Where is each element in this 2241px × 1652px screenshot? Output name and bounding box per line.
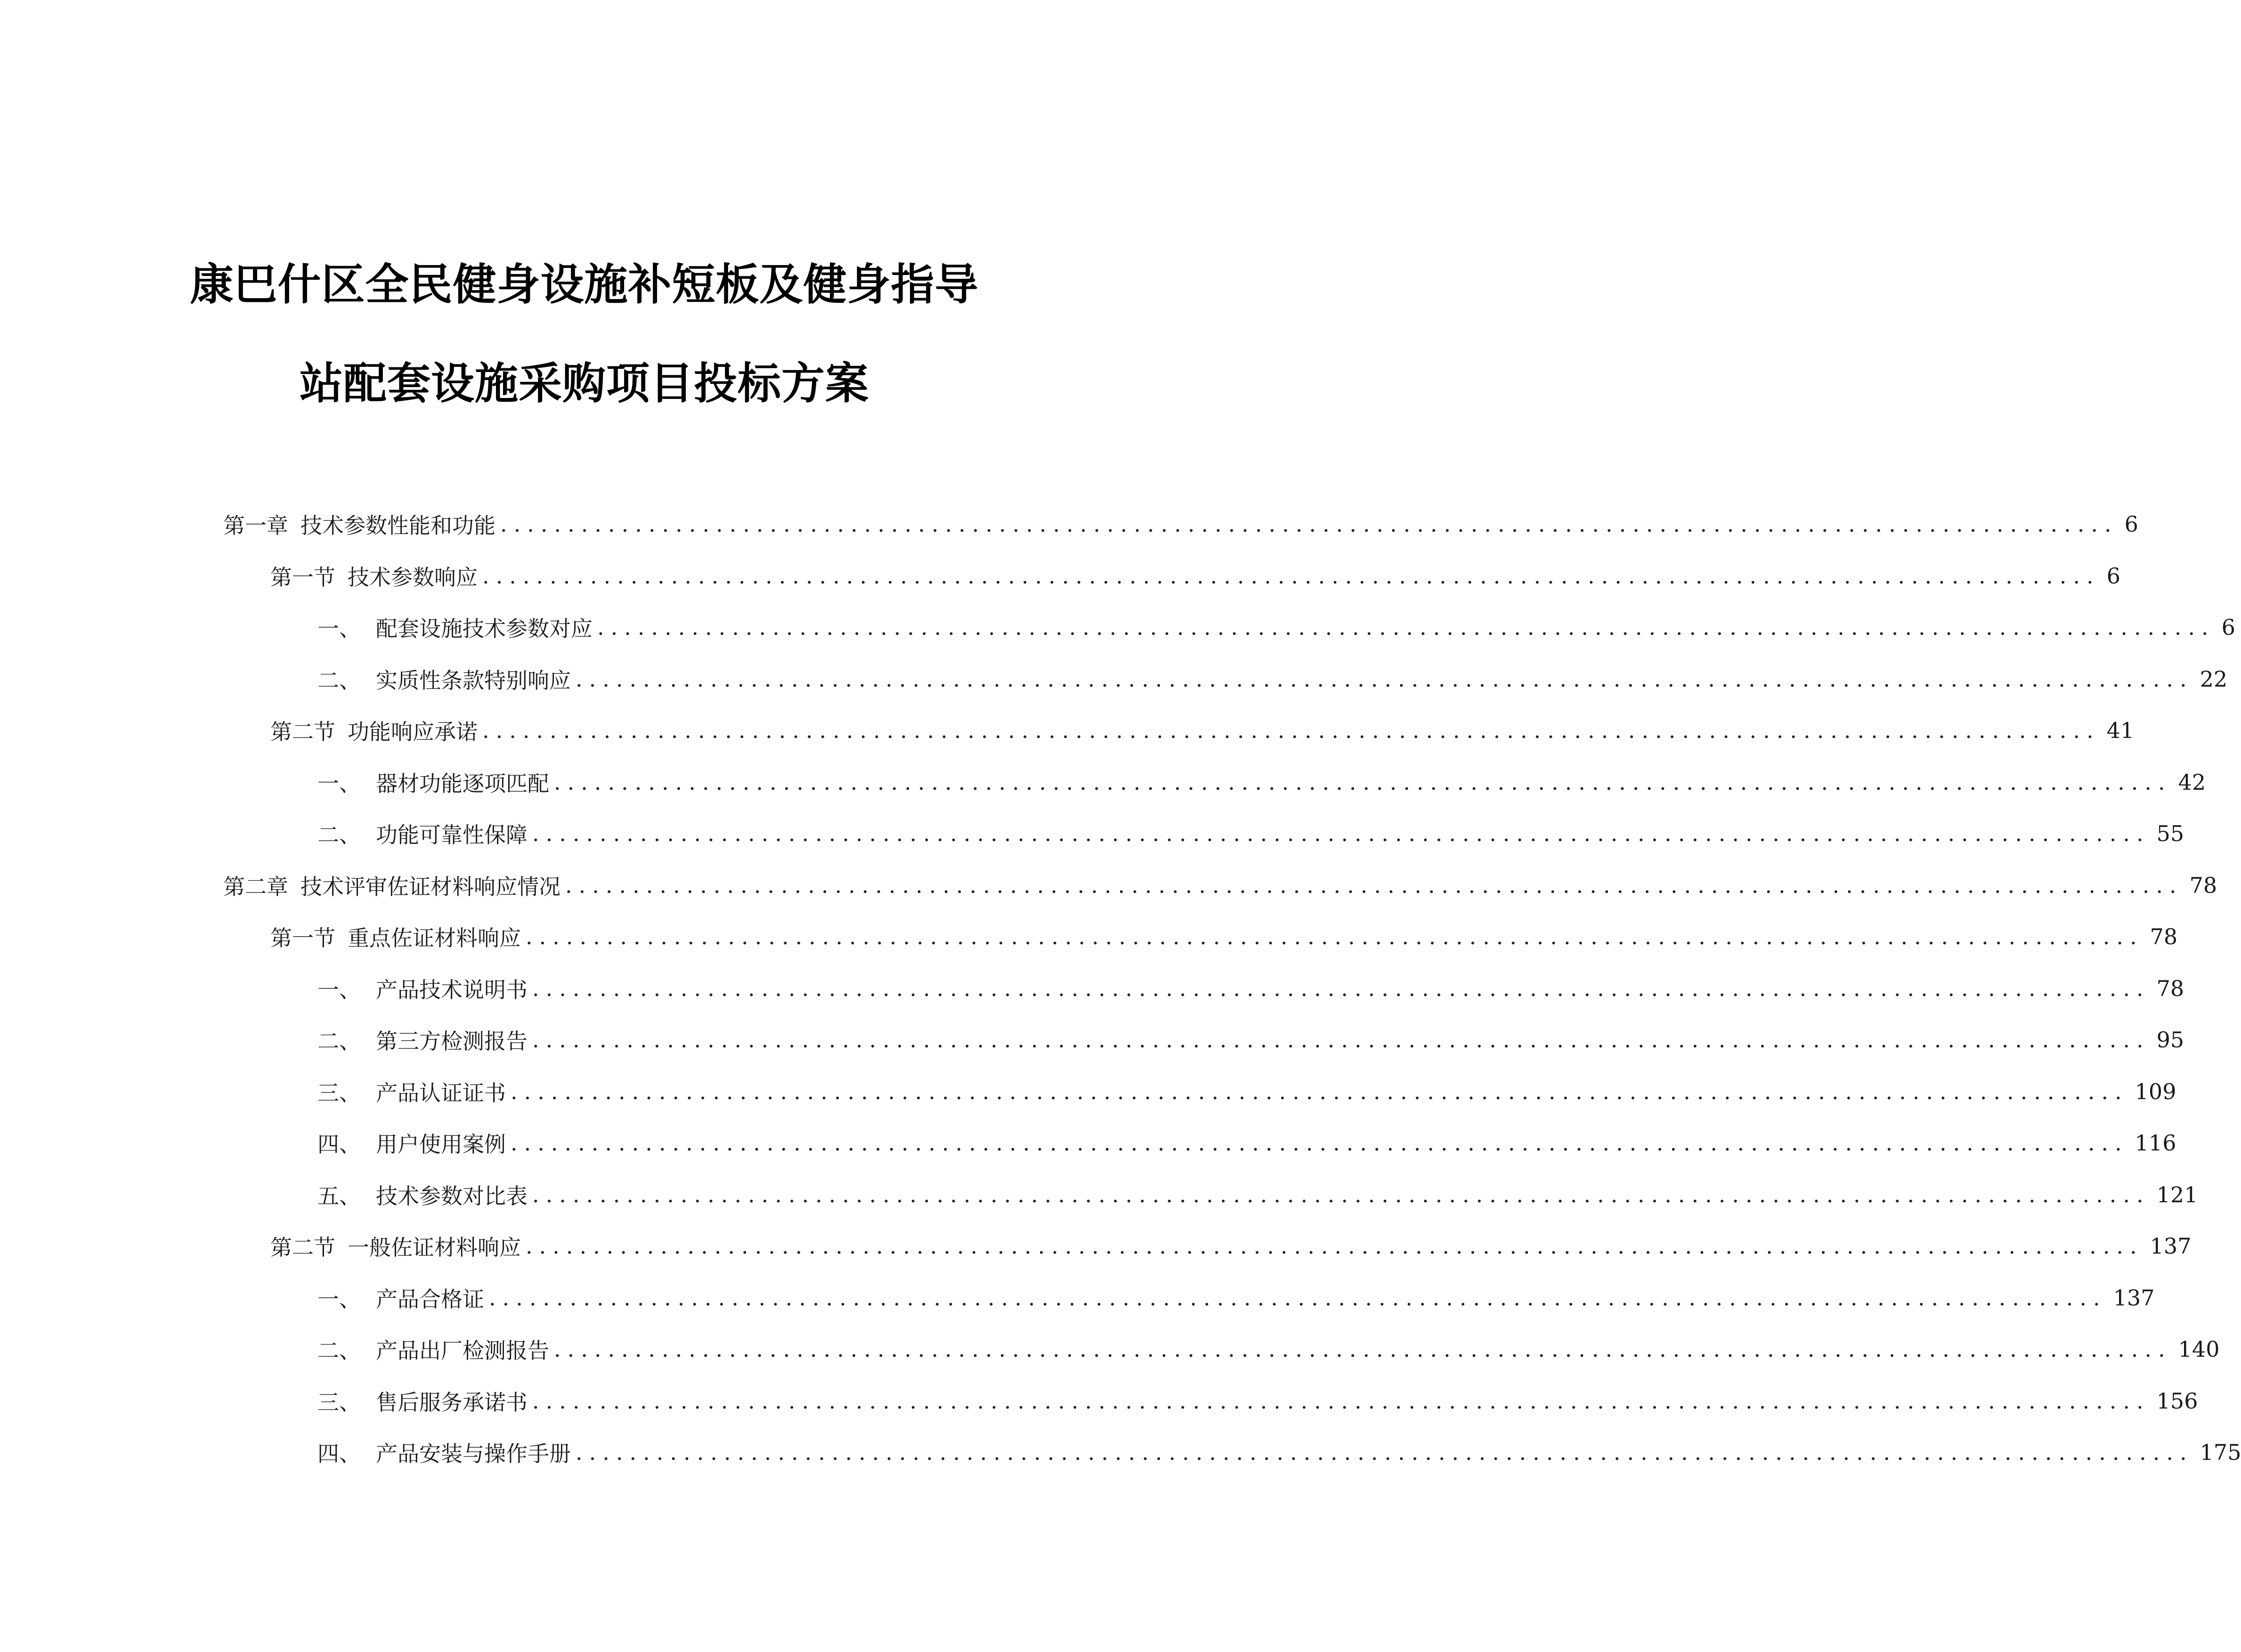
- toc-entry-title: 配套设施技术参数对应: [376, 616, 593, 641]
- toc-entry-number: 二、: [317, 1338, 361, 1363]
- toc-entry-number: 四、: [317, 1132, 361, 1157]
- toc-entry-title: 技术参数响应: [348, 564, 478, 590]
- toc-entry-title: 功能可靠性保障: [376, 822, 528, 848]
- toc-entry-number: 第一节: [270, 564, 335, 590]
- toc-leader-dots: ........................................................................................................................: [532, 821, 2150, 846]
- toc-leader-dots: ........................................................................................................................: [532, 1388, 2150, 1414]
- toc-entry-page: 55: [2156, 821, 2184, 846]
- toc-entry-page: 121: [2156, 1182, 2198, 1207]
- toc-entry-title: 器材功能逐项匹配: [376, 770, 549, 796]
- toc-entry[interactable]: [317, 808, 2184, 859]
- toc-entry-number: 二、: [317, 667, 361, 693]
- toc-leader-dots: ........................................................................................................................: [482, 563, 2100, 589]
- toc-entry-page: 175: [2200, 1440, 2241, 1465]
- document-title-line-1: 康巴什区全民健身设施补短板及健身指导: [190, 259, 979, 310]
- toc-entry[interactable]: [317, 756, 2206, 808]
- toc-entry-page: 156: [2156, 1388, 2198, 1414]
- toc-leader-dots: ........................................................................................................................: [576, 666, 2193, 692]
- toc-entry-title: 一般佐证材料响应: [348, 1235, 521, 1260]
- toc-entry-page: 41: [2106, 718, 2135, 743]
- toc-leader-dots: ........................................................................................................................: [597, 615, 2215, 640]
- toc-leader-dots: ........................................................................................................................: [554, 1336, 2172, 1362]
- toc-entry-number: 一、: [317, 616, 361, 641]
- toc-entry-number: 五、: [317, 1183, 361, 1209]
- toc-entry[interactable]: [270, 1220, 2192, 1272]
- toc-entry-number: 四、: [317, 1441, 361, 1466]
- toc-entry[interactable]: [317, 1426, 2241, 1478]
- toc-leader-dots: ........................................................................................................................: [500, 511, 2118, 537]
- toc-entry-title: 产品合格证: [376, 1286, 484, 1312]
- toc-entry-title: 产品出厂检测报告: [376, 1338, 549, 1363]
- toc-entry[interactable]: [317, 1272, 2155, 1324]
- toc-entry[interactable]: [317, 1014, 2184, 1066]
- toc-leader-dots: ........................................................................................................................: [511, 1130, 2128, 1156]
- document-title: [0, 235, 1169, 433]
- toc-entry-number: 一、: [317, 977, 361, 1003]
- toc-entry-number: 一、: [317, 770, 361, 796]
- toc-entry-page: 6: [2221, 615, 2235, 640]
- toc-entry[interactable]: [223, 859, 2217, 911]
- toc-entry-page: 109: [2135, 1078, 2176, 1104]
- toc-entry-title: 实质性条款特别响应: [376, 667, 571, 693]
- toc-entry-number: 一、: [317, 1286, 361, 1312]
- toc-entry-page: 78: [2189, 872, 2217, 898]
- toc-entry[interactable]: [317, 1169, 2198, 1221]
- toc-entry-title: 功能响应承诺: [348, 719, 478, 745]
- toc-entry-number: 三、: [317, 1080, 361, 1106]
- toc-entry-number: 第二节: [270, 719, 335, 745]
- toc-entry-title: 用户使用案例: [376, 1132, 506, 1157]
- toc-entry-title: 技术评审佐证材料响应情况: [300, 874, 560, 899]
- toc-leader-dots: ........................................................................................................................: [532, 1182, 2150, 1207]
- toc-leader-dots: ........................................................................................................................: [489, 1285, 2107, 1311]
- toc-entry-number: 二、: [317, 822, 361, 848]
- toc-entry[interactable]: [317, 963, 2184, 1014]
- toc-entry[interactable]: [223, 498, 2138, 550]
- toc-leader-dots: ........................................................................................................................: [554, 769, 2172, 795]
- toc-entry-number: 第一节: [270, 925, 335, 951]
- toc-entry-page: 137: [2150, 1233, 2192, 1259]
- toc-entry-title: 产品技术说明书: [376, 977, 528, 1003]
- toc-entry-number: 第二章: [223, 874, 288, 899]
- toc-leader-dots: ........................................................................................................................: [565, 872, 2183, 898]
- toc-entry-number: 三、: [317, 1389, 361, 1415]
- toc-entry-page: 95: [2156, 1027, 2184, 1053]
- toc-entry-number: 二、: [317, 1028, 361, 1054]
- toc-entry[interactable]: [317, 1066, 2176, 1118]
- toc-entry-page: 6: [2106, 563, 2120, 589]
- toc-entry[interactable]: [317, 601, 2235, 653]
- toc-entry-page: 116: [2135, 1130, 2176, 1156]
- toc-entry-title: 产品安装与操作手册: [376, 1441, 571, 1466]
- toc-entry[interactable]: [317, 653, 2228, 705]
- toc-entry-title: 技术参数对比表: [376, 1183, 528, 1209]
- toc-leader-dots: ........................................................................................................................: [526, 1233, 2144, 1259]
- toc-leader-dots: ........................................................................................................................: [482, 718, 2100, 743]
- toc-leader-dots: ........................................................................................................................: [511, 1078, 2128, 1104]
- toc-entry-title: 技术参数性能和功能: [300, 513, 495, 538]
- toc-entry-page: 22: [2200, 666, 2228, 692]
- toc-leader-dots: ........................................................................................................................: [532, 1027, 2150, 1053]
- toc-entry-number: 第二节: [270, 1235, 335, 1260]
- toc-entry[interactable]: [317, 1117, 2176, 1169]
- toc-leader-dots: ........................................................................................................................: [526, 924, 2144, 949]
- toc-entry[interactable]: [317, 1375, 2198, 1427]
- toc-entry-page: 137: [2113, 1285, 2155, 1311]
- toc-entry-page: 78: [2150, 924, 2178, 949]
- toc-entry-title: 重点佐证材料响应: [348, 925, 521, 951]
- toc-entry[interactable]: [317, 1323, 2220, 1375]
- toc-entry-title: 第三方检测报告: [376, 1028, 528, 1054]
- toc-entry-page: 42: [2178, 769, 2206, 795]
- toc-entry-title: 产品认证证书: [376, 1080, 506, 1106]
- toc-entry-number: 第一章: [223, 513, 288, 538]
- toc-entry[interactable]: [270, 550, 2120, 602]
- toc-entry-title: 售后服务承诺书: [376, 1389, 528, 1415]
- document-title-line-2: 站配套设施采购项目投标方案: [299, 358, 869, 409]
- toc-leader-dots: ........................................................................................................................: [532, 975, 2150, 1001]
- toc-entry-page: 140: [2178, 1336, 2220, 1362]
- toc-leader-dots: ........................................................................................................................: [576, 1440, 2193, 1465]
- toc-entry[interactable]: [270, 911, 2178, 963]
- toc-entry-page: 78: [2156, 975, 2184, 1001]
- toc-entry-page: 6: [2124, 511, 2138, 537]
- toc-entry[interactable]: [270, 705, 2135, 756]
